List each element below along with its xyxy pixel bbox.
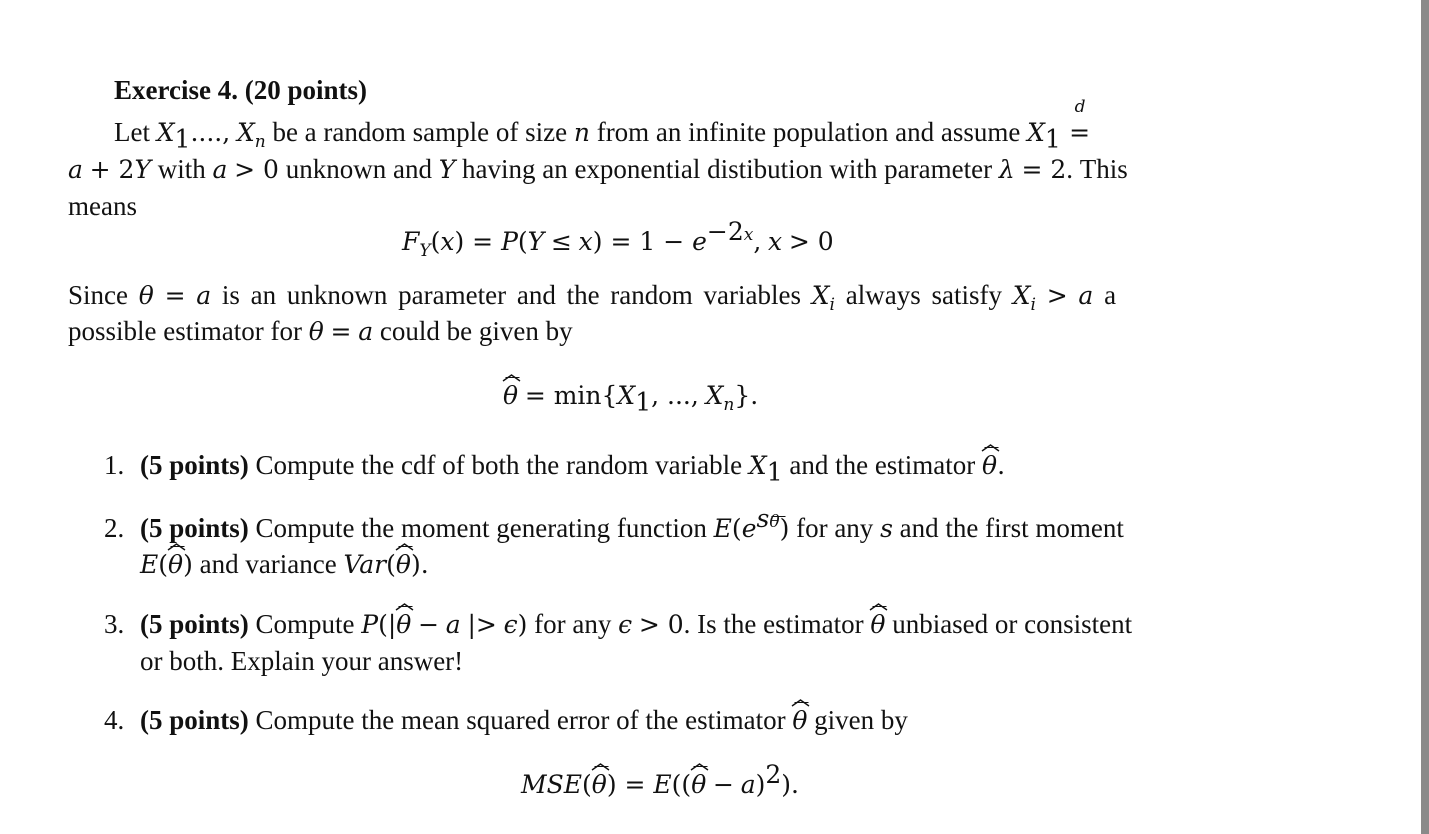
list-item-3-continued: or both. Explain your answer!	[140, 646, 464, 676]
intro-line-1: Let $X_1$...., $X_n$ be a random sample of size n from an infinite population and assume $X_1$ d =	[114, 97, 1091, 154]
list-item-1: 1. (5 points) Compute the cdf of both the random variable $X_1$ and the estimator θ .	[104, 452, 1005, 479]
exercise-title: Exercise 4. (20 points)	[114, 75, 367, 105]
list-item-3: 3. (5 points) Compute P(|θ − a |> ϵ) for any ϵ > 0. Is the estimator θ unbiased or consistent	[104, 611, 1132, 638]
since-line-2: possible estimator for θ = a could be given by	[68, 316, 573, 346]
list-item-4: 4. (5 points) Compute the mean squared error of the estimator θ given by	[104, 707, 908, 734]
intro-line-2: a + 2Y with a > 0 unknown and Y having an exponential distibution with parameter λ = 2. This	[68, 154, 1128, 184]
formula-cdf: $F_Y(x) = P(Y \le x) = 1 - e^{-2x}$, x > 0	[402, 217, 834, 261]
since-line-1: Since θ = a is an unknown parameter and the random variables $X_i$ always satisfy $X_i > a$ a	[68, 280, 1117, 315]
formula-estimator: θ = $\min\{X_1$, ..., $X_n$}.	[503, 382, 758, 409]
list-item-2: 2. (5 points) Compute the moment generating function $E(e^{s\theta})$ for any s and the first moment	[104, 504, 1124, 543]
list-item-2-continued: E(θ ) and variance Var(θ ).	[140, 551, 429, 578]
page-edge-scrollbar	[1421, 0, 1429, 834]
formula-mse: MSE(θ ) = E((θ − a)$^2$).	[521, 760, 799, 799]
intro-line-3: means	[68, 191, 137, 221]
